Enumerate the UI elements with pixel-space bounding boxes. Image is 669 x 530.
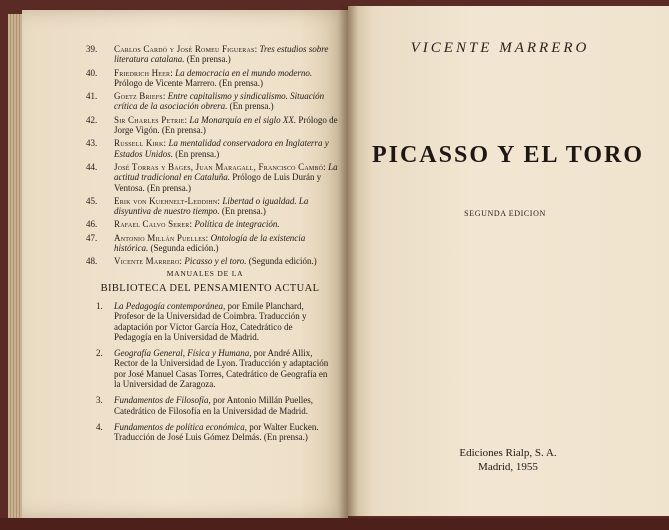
page-edges	[8, 14, 22, 520]
entry-number: 47.	[86, 232, 98, 243]
series-entry	[86, 219, 338, 229]
series-entry	[86, 256, 338, 266]
entry-author: Goetz Briefs:	[114, 91, 166, 102]
entry-number: 41.	[86, 91, 98, 102]
entry-title: La democracia en el mundo moderno.	[175, 67, 313, 78]
entry-title: La Monarquía en el siglo XX.	[189, 114, 297, 125]
manual-title: La Pedagogía contemporánea,	[114, 301, 226, 311]
series-entry	[86, 91, 338, 112]
series-entry	[86, 196, 338, 217]
entry-number: 39.	[86, 44, 98, 54]
entry-number: 45.	[86, 195, 98, 206]
entry-number: 43.	[86, 138, 98, 149]
manual-number: 1.	[96, 301, 103, 311]
entry-number: 42.	[86, 114, 98, 125]
entry-title: Política de integración.	[194, 219, 280, 230]
entry-note: (En prensa.)	[186, 54, 231, 65]
entry-author: Sir Charles Petrie:	[114, 114, 188, 125]
entry-note: Prólogo de Jorge Vigón. (En prensa.)	[114, 114, 338, 136]
entry-note: (En prensa.)	[221, 206, 266, 217]
entry-note: (En prensa.)	[229, 101, 274, 112]
manual-number: 4.	[96, 421, 103, 432]
series-entry	[86, 44, 338, 65]
manual-entry	[96, 422, 332, 443]
manual-title: Geografía General, Física y Humana,	[114, 348, 252, 359]
entry-note: (Segunda edición.)	[150, 243, 219, 254]
manual-entry	[96, 301, 332, 342]
biblioteca-heading: BIBLIOTECA DEL PENSAMIENTO ACTUAL	[100, 283, 320, 294]
entry-author: Carlos Cardó y José Romeu Figueras:	[114, 44, 258, 54]
manual-details: por Antonio Millán Puelles, Catedrático de Filosofía en la Universidad de Madrid.	[114, 395, 313, 416]
edition-label: SEGUNDA EDICION	[464, 209, 546, 218]
series-list	[86, 44, 338, 270]
entry-number: 44.	[86, 161, 98, 172]
series-entry	[86, 233, 338, 254]
manual-number: 2.	[96, 348, 103, 359]
manual-entry	[96, 395, 332, 416]
entry-title: Tres estudios sobre literatura catalana.	[114, 44, 329, 65]
manual-details: por André Allix, Rector de la Universidad de Lyon. Traducción y adaptación por José Manuel Casas Torres, Catedrático de Geografía en la Universidad de Zaragoza.	[114, 348, 329, 390]
entry-title: La actitud tradicional en Cataluña.	[114, 161, 338, 183]
entry-note: Prólogo de Luis Durán y Ventosa. (En prensa.)	[114, 172, 322, 193]
entry-title: Libertad o igualdad. La disyuntiva de nuestro tiempo.	[114, 195, 309, 217]
manual-details: por Emile Planchard, Profesor de la Universidad de Coimbra. Traducción y adaptación por Víctor García Hoz, Catedrático de Pedagogía en la Universidad de Madrid.	[114, 301, 307, 342]
entry-note: (Segunda edición.)	[248, 256, 317, 267]
entry-number: 40.	[86, 67, 98, 78]
manual-entry	[96, 348, 332, 389]
entry-note: Prólogo de Vicente Marrero. (En prensa.)	[114, 77, 263, 88]
manual-details: por Walter Eucken. Traducción de José Luis Gómez Delmás. (En prensa.)	[114, 421, 319, 443]
manual-title: Fundamentos de Filosofía,	[114, 395, 211, 406]
book-title: PICASSO Y EL TORO	[371, 142, 645, 168]
entry-note: (En prensa.)	[175, 148, 220, 159]
manuales-heading: MANUALES DE LA	[166, 269, 244, 278]
entry-author: Erik von Kuehnelt-Leddihn:	[114, 195, 221, 206]
series-entry	[86, 138, 338, 159]
publisher-place-year: Madrid, 1955	[478, 461, 538, 473]
series-entry	[86, 115, 338, 136]
entry-author: Russell Kirk:	[114, 138, 167, 149]
entry-author: Friedrich Heer:	[114, 67, 173, 78]
manual-title: Fundamentos de política económica,	[114, 421, 247, 432]
cover-edge	[0, 518, 669, 530]
publisher-name: Ediciones Rialp, S. A.	[459, 447, 557, 459]
entry-title: La mentalidad conservadora en Inglaterra y Estados Unidos.	[114, 138, 329, 159]
entry-author: Antonio Millán Puelles:	[114, 232, 209, 243]
publisher-block	[430, 446, 586, 474]
entry-number: 46.	[86, 219, 98, 230]
manual-number: 3.	[96, 395, 103, 406]
author-name: VICENTE MARRERO	[410, 40, 590, 56]
entry-author: Vicente Marrero:	[114, 256, 183, 267]
entry-number: 48.	[86, 256, 98, 267]
entry-title: Ontología de la existencia histórica.	[114, 232, 306, 254]
spine-gutter	[338, 6, 358, 518]
series-entry	[86, 162, 338, 193]
right-page	[348, 6, 669, 516]
series-entry	[86, 68, 338, 89]
manuales-list	[96, 301, 332, 449]
entry-title: Entre capitalismo y sindicalismo. Situación crítica de la asociación obrera.	[114, 91, 325, 112]
entry-title: Picasso y el toro.	[184, 256, 247, 267]
entry-author: Rafael Calvo Serer:	[114, 219, 193, 230]
entry-author: José Torras y Bages, Juan Maragall, Francisco Cambó:	[114, 161, 326, 172]
